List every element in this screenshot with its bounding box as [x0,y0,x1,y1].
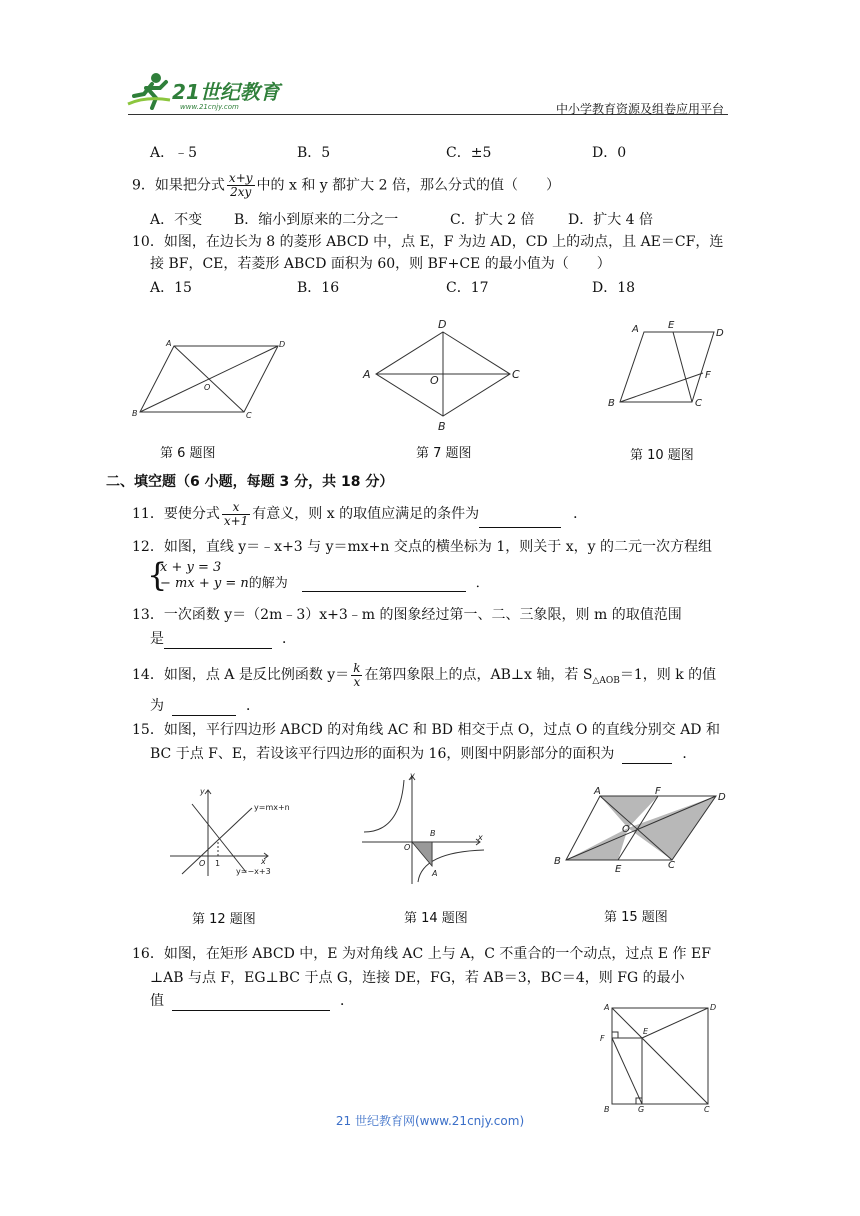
f10-label-b: B [608,398,615,409]
q10-option-c: C．17 [446,280,489,296]
f16-label-e: E [643,1027,649,1036]
f14-label-o: O [404,843,411,852]
f16-label-c: C [704,1105,710,1114]
q9-fraction: $\frac{x+y}{2xy}$ [228,171,253,199]
f10-label-c: C [695,398,702,409]
logo-text: 21世纪教育 [172,80,280,104]
q10-option-d: D．18 [592,280,636,296]
f12-label-line1: y=mx+n [254,803,290,812]
q10-line2: 接 BF，CE，若菱形 ABCD 面积为 60，则 BF+CE 的最小值为（ ） [150,256,611,272]
f12-label-line2: y=−x+3 [236,867,271,876]
f14-label-x: x [478,833,483,842]
f10-label-a: A [632,324,639,335]
f15-label-a: A [594,786,601,797]
f6-label-d: D [279,340,286,349]
q15-answer-blank [622,749,672,764]
q13-line2: 是 ． [150,631,296,647]
q8-option-c: C．±5 [446,145,492,161]
q9-option-d: D．扩大 4 倍 [568,212,654,228]
f15-label-b: B [554,856,561,867]
f6-label-o: O [204,383,211,392]
figure-q10 [600,316,740,412]
figure-q12 [168,784,310,882]
f16-label-b: B [604,1105,610,1114]
q9-stem: 9．如果把分式 $\frac{x+y}{2xy}$ 中的 x 和 y 都扩大 2 倍，那么分式的值（ ） [132,171,560,199]
f14-label-y: y [410,771,415,780]
header-rule [128,114,728,115]
q12-answer-blank [302,577,466,592]
figure-q15 [548,784,728,878]
q14-line2: 为 ． [150,698,260,714]
q16-line3: 值 ． [150,993,354,1009]
q8-option-d: D．0 [592,145,627,161]
q11-stem: 11．要使分式 $\frac{x}{x+1}$ 有意义，则 x 的取值应满足的条件为 ． [132,499,588,528]
q16-line1: 16．如图，在矩形 ABCD 中，E 为对角线 AC 上与 A，C 不重合的一个动点，过点 E 作 EF [132,946,711,962]
f15-label-c: C [668,860,675,871]
q12-eq1: x + y = 3 [160,560,222,575]
q14-answer-blank [172,701,236,716]
f6-label-c: C [246,411,252,420]
q15-line2: BC 于点 F、E，若设该平行四边形的面积为 16，则图中阴影部分的面积为 ． [150,746,697,762]
caption-q10: 第 10 题图 [630,448,694,463]
q12-brace: { [147,556,168,594]
f15-label-o: O [622,824,630,835]
f10-label-d: D [716,328,724,339]
caption-q7: 第 7 题图 [416,446,472,461]
f6-label-a: A [166,339,172,348]
q11-answer-blank [479,513,561,528]
figure-q7 [360,314,526,436]
figure-q6 [128,330,288,424]
q8-option-a: A．﹣5 [150,145,198,161]
f10-label-e: E [668,320,675,331]
f7-label-b: B [438,420,446,433]
f16-label-g: G [638,1105,645,1114]
caption-q14: 第 14 题图 [404,911,468,926]
figure-q16 [594,998,726,1114]
q16-line2: ⊥AB 与点 F，EG⊥BC 于点 G，连接 DE，FG，若 AB＝3，BC＝4，则 FG 的最小 [150,970,685,986]
q9-option-c: C．扩大 2 倍 [450,212,535,228]
q13-answer-blank [164,634,272,649]
caption-q6: 第 6 题图 [160,446,216,461]
logo-url: www.21cnjy.com [180,103,239,111]
f16-label-f: F [600,1034,605,1043]
q9-option-a: A．不变 [150,212,203,228]
q14-fraction: $\frac{k}{x}$ [353,660,361,689]
f7-label-c: C [512,368,520,381]
q9-option-b: B．缩小到原来的二分之一 [234,212,399,228]
f7-label-o: O [430,374,439,387]
f14-label-a: A [432,869,438,878]
q8-option-b: B．5 [297,145,331,161]
footer-link[interactable]: 21 世纪教育网(www.21cnjy.com) [335,1114,525,1128]
q13-line1: 13．一次函数 y＝（2m﹣3）x+3﹣m 的图象经过第一、二、三象限，则 m 的取值范围 [132,607,682,623]
f15-label-e: E [615,864,622,875]
q10-line1: 10．如图，在边长为 8 的菱形 ABCD 中，点 E，F 为边 AD，CD 上的动点，且 AE＝CF，连 [132,234,724,250]
f15-label-d: D [718,792,726,803]
f16-label-a: A [604,1003,610,1012]
q16-answer-blank [172,996,330,1011]
q12-eq2: − mx + y = n的解为 ． [160,576,489,591]
q12-line1: 12．如图，直线 y＝﹣x+3 与 y＝mx+n 交点的横坐标为 1，则关于 x，y 的二元一次方程组 [132,539,712,555]
logo-runner-icon [126,70,174,110]
f6-label-b: B [132,409,138,418]
f14-label-b: B [430,829,436,838]
f10-label-f: F [705,370,711,381]
q14-line1: 14．如图，点 A 是反比例函数 y＝ $\frac{k}{x}$ 在第四象限上的点，AB⊥x 轴，若 $S_{\triangle AOB}=1$，则 k 的值 [132,660,717,689]
f7-label-a: A [363,368,371,381]
q10-option-a: A．15 [150,280,192,296]
figure-q14 [360,770,490,890]
f12-label-one: 1 [215,859,221,868]
f12-label-x: x [261,857,266,866]
f16-label-d: D [710,1003,717,1012]
f7-label-d: D [438,318,447,331]
q15-line1: 15．如图，平行四边形 ABCD 的对角线 AC 和 BD 相交于点 O，过点 O 的直线分别交 AD 和 [132,722,720,738]
f15-label-f: F [655,786,661,797]
f12-label-o: O [199,859,206,868]
caption-q15: 第 15 题图 [604,910,668,925]
f12-label-y: y [200,787,205,796]
platform-name: 中小学教育资源及组卷应用平台 [555,102,724,116]
q11-fraction: $\frac{x}{x+1}$ [223,499,249,528]
section2-title: 二、填空题（6 小题，每题 3 分，共 18 分） [106,474,394,490]
q10-option-b: B．16 [297,280,340,296]
caption-q12: 第 12 题图 [192,912,256,927]
